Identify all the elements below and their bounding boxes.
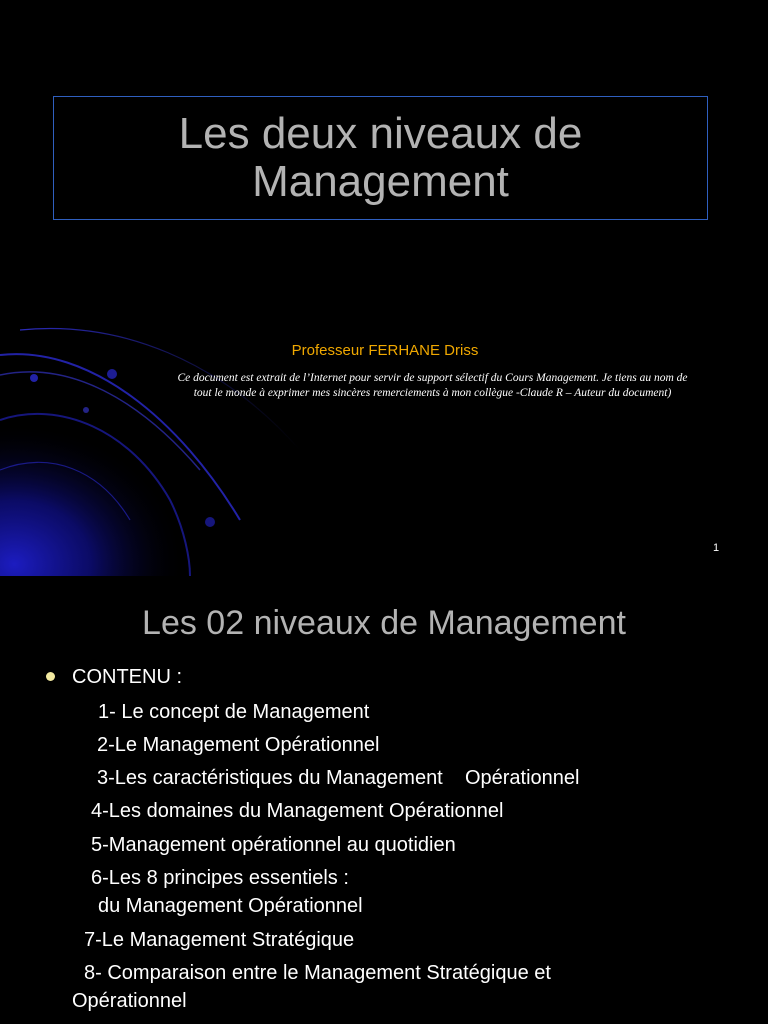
list-item: du Management Opérationnel [98, 895, 363, 917]
list-item: 1- Le concept de Management [98, 701, 370, 723]
list-item: 3-Les caractéristiques du Management Opérationnel [97, 767, 580, 789]
professor-name: Professeur FERHANE Driss [291, 342, 479, 359]
bullet-icon [46, 672, 55, 681]
list-item: Opérationnel [72, 990, 187, 1012]
list-item: 6-Les 8 principes essentiels : [91, 867, 349, 889]
list-item: 2-Le Management Opérationnel [97, 734, 380, 756]
page-number: 1 [713, 542, 720, 554]
contenu-label: CONTENU : [72, 666, 182, 688]
slide-title: Les 02 niveaux de Management [142, 604, 626, 642]
title-box [53, 96, 708, 220]
list-item: 8- Comparaison entre le Management Stratégique et [84, 962, 551, 984]
list-item: 5-Management opérationnel au quotidien [91, 834, 456, 856]
list-item: 4-Les domaines du Management Opérationnel [91, 800, 504, 822]
list-item: 7-Le Management Stratégique [84, 929, 355, 951]
slide-title: Les deux niveaux de Management [178, 108, 583, 206]
slide-2 [0, 576, 768, 1024]
source-note: Ce document est extrait de l’Internet pour servir de support sélectif du Cours Management. Je tiens au nom de tout le monde à exprimer mes sincères remerciements à mon collègue -Claude R – Auteur du document) [177, 372, 688, 399]
